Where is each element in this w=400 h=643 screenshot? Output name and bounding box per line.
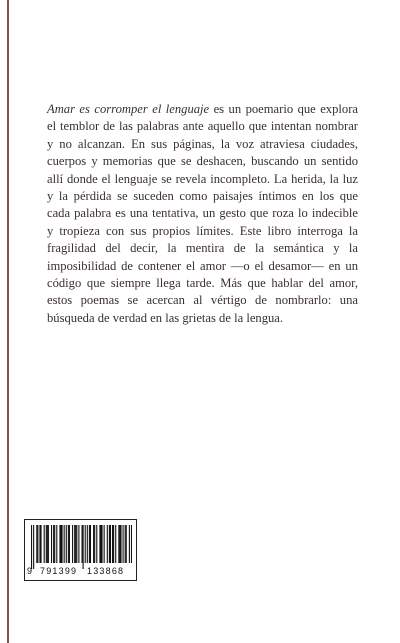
barcode-bar: [78, 525, 79, 563]
book-title: Amar es corromper el lenguaje: [47, 102, 210, 116]
barcode-bar: [75, 525, 76, 563]
barcode-bar: [131, 525, 132, 563]
barcode-bar: [47, 525, 48, 563]
barcode-bar: [74, 525, 75, 563]
barcode-bar: [64, 525, 65, 563]
barcode-bar: [119, 525, 120, 563]
barcode-bar: [87, 525, 88, 563]
barcode-bar: [62, 525, 63, 563]
barcode-bar: [129, 525, 130, 563]
barcode-bar: [36, 525, 37, 563]
barcode-bar: [44, 525, 45, 563]
barcode-bar: [101, 525, 102, 563]
barcode-bar: [53, 525, 54, 563]
barcode-bar: [46, 525, 47, 563]
barcode-bar: [94, 525, 95, 563]
left-border-line: [7, 0, 9, 643]
barcode-bar: [66, 525, 67, 563]
barcode-bar: [109, 525, 110, 563]
barcode-bar: [125, 525, 126, 563]
barcode-bar: [123, 525, 124, 563]
barcode-bar: [115, 525, 116, 563]
barcode-bar: [76, 525, 77, 563]
barcode-bar: [83, 525, 84, 569]
barcode-bar: [56, 525, 57, 563]
barcode-bar: [90, 525, 91, 563]
barcode-bar: [107, 525, 108, 563]
barcode-bar: [40, 525, 41, 563]
barcode-bar: [126, 525, 127, 563]
barcode-bar: [33, 525, 34, 569]
isbn-digits: [25, 564, 138, 578]
back-cover-blurb: [47, 101, 358, 327]
barcode-bar: [120, 525, 121, 563]
barcode-bar: [118, 525, 119, 563]
barcode-bar: [54, 525, 55, 563]
barcode-bar: [72, 525, 73, 563]
barcode-bar: [100, 525, 101, 563]
barcode-bar: [96, 525, 97, 563]
barcode-bar: [69, 525, 70, 563]
barcode-bar: [31, 525, 32, 569]
isbn-barcode: [24, 519, 137, 581]
blurb-text: es un poemario que explora el temblor de las palabras ante aquello que intentan nombrar y no alcanzan. En sus páginas, la voz atraviesa ciudades, cuerpos y memorias que se deshacen, buscando un sentido allí donde el lenguaje se revela incompleto. La herida, la luz y la pérdida se suceden como paisajes íntimos en los que cada palabra es una tentativa, un gesto que roza lo indecible y tropieza con sus propios límites. Este libro interroga la fragilidad del decir, la mentira de la semántica y la imposibilidad de contener el amor —o el desamor— en un código que siempre llega tarde. Más que hablar del amor, estos poemas se acercan al vértigo de nombrarlo: una búsqueda de verdad en las grietas de la lengua.: [47, 102, 358, 325]
barcode-bar: [113, 525, 114, 563]
barcode-bar: [89, 525, 90, 563]
barcode-bar: [85, 525, 86, 563]
barcode-bar: [68, 525, 69, 563]
barcode-bar: [82, 525, 83, 563]
isbn-lead-digit: 9: [27, 566, 33, 576]
isbn-right-group: 133868: [87, 566, 125, 576]
barcode-bar: [59, 525, 60, 563]
barcode-bar: [93, 525, 94, 563]
isbn-left-group: 791399: [40, 566, 78, 576]
barcode-bar: [112, 525, 113, 563]
barcode-bar: [48, 525, 49, 563]
barcode-bar: [60, 525, 61, 563]
barcode-bar: [104, 525, 105, 563]
barcode-bar: [110, 525, 111, 563]
barcode-bar: [99, 525, 100, 563]
barcode-bar: [51, 525, 52, 563]
barcode-bar: [39, 525, 40, 563]
barcode-bar: [37, 525, 38, 563]
